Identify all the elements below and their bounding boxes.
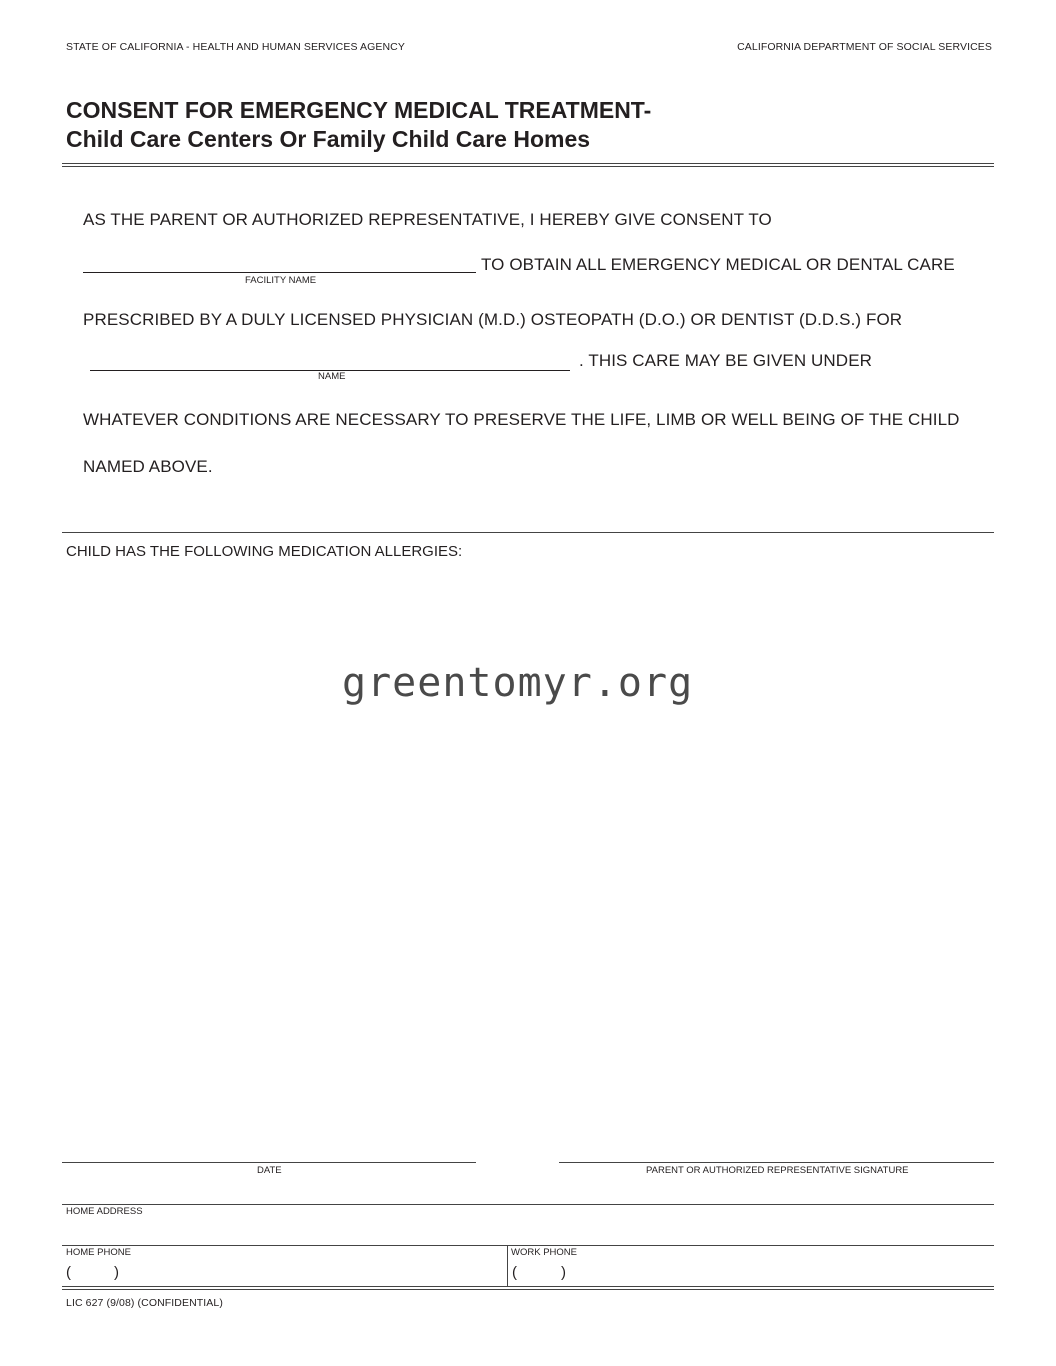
facility-name-label: FACILITY NAME [245,275,317,286]
work-phone-label: WORK PHONE [511,1247,577,1258]
work-phone-area-open: ( [512,1264,517,1281]
date-field[interactable] [62,1162,476,1163]
consent-line-4: . THIS CARE MAY BE GIVEN UNDER [579,351,873,370]
allergies-input-area[interactable] [66,570,994,1150]
form-title: CONSENT FOR EMERGENCY MEDICAL TREATMENT- [66,97,652,123]
work-phone-area-close: ) [561,1264,566,1281]
home-address-field[interactable] [66,1218,994,1242]
agency-header: STATE OF CALIFORNIA - HEALTH AND HUMAN SERVICES AGENCY [66,41,405,53]
consent-line-3: PRESCRIBED BY A DULY LICENSED PHYSICIAN (M.D.) OSTEOPATH (D.O.) OR DENTIST (D.D.S.) FOR [83,310,903,329]
home-phone-area-close: ) [114,1264,119,1281]
home-phone-area-open: ( [66,1264,71,1281]
form-id: LIC 627 (9/08) (CONFIDENTIAL) [66,1297,223,1309]
consent-line-1: AS THE PARENT OR AUTHORIZED REPRESENTATIVE, I HEREBY GIVE CONSENT TO [83,210,772,229]
phones-rule [62,1245,994,1246]
facility-name-field[interactable] [83,272,476,273]
consent-line-2: TO OBTAIN ALL EMERGENCY MEDICAL OR DENTAL CARE [481,255,955,274]
consent-line-5: WHATEVER CONDITIONS ARE NECESSARY TO PRESERVE THE LIFE, LIMB OR WELL BEING OF THE CHILD [83,410,960,429]
home-phone-field[interactable] [66,1260,502,1284]
bottom-rule-bottom [62,1289,994,1290]
home-phone-label: HOME PHONE [66,1247,131,1258]
department-header: CALIFORNIA DEPARTMENT OF SOCIAL SERVICES [737,41,992,53]
child-name-label: NAME [318,371,346,382]
signature-field[interactable] [559,1162,994,1163]
home-address-rule [62,1204,994,1205]
title-rule-top [62,163,994,164]
title-rule-bottom [62,166,994,167]
allergies-rule [62,532,994,533]
watermark-text: greentomyr.org [342,660,694,706]
bottom-rule-top [62,1286,994,1287]
work-phone-field[interactable] [512,1260,992,1284]
form-subtitle: Child Care Centers Or Family Child Care Homes [66,126,591,152]
date-label: DATE [257,1165,282,1176]
phones-divider [507,1245,508,1286]
consent-line-6: NAMED ABOVE. [83,457,213,476]
signature-label: PARENT OR AUTHORIZED REPRESENTATIVE SIGNATURE [646,1165,909,1176]
home-address-label: HOME ADDRESS [66,1206,143,1217]
allergies-label: CHILD HAS THE FOLLOWING MEDICATION ALLERGIES: [66,543,463,560]
